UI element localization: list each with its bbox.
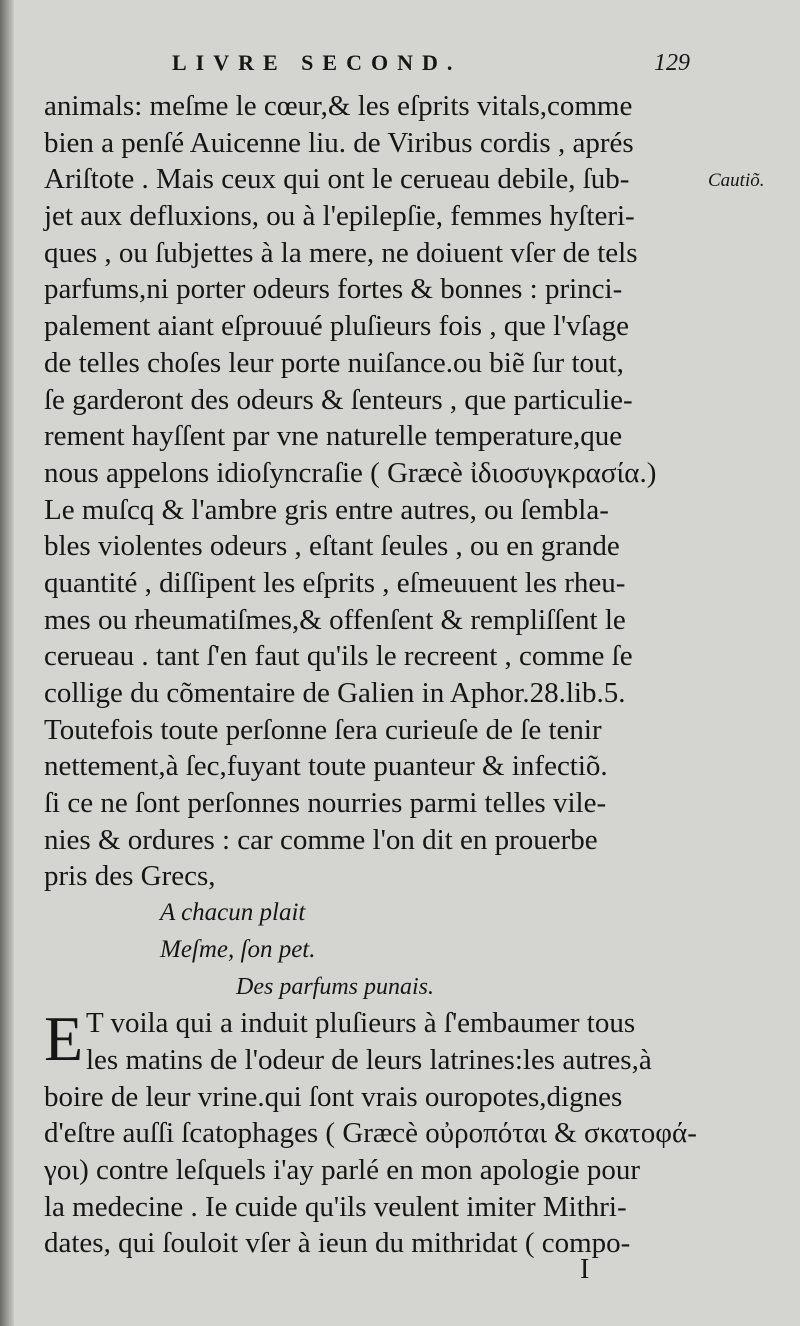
page-gutter-shadow [0, 0, 14, 1326]
text-line: palement aiant eſprouué pluſieurs fois , que l'vſage [44, 310, 630, 343]
text-line: bles violentes odeurs , eſtant ſeules , ou en grande [44, 530, 620, 563]
page-number: 129 [654, 50, 690, 76]
text-line: cerueau . tant ſ'en faut qu'ils le recreent , comme ſe [44, 640, 633, 673]
marginal-note: Cautiõ. [708, 170, 765, 191]
text-line: les matins de l'odeur de leurs latrines:les autres,à [86, 1043, 652, 1076]
text-line: ques , ou ſubjettes à la mere, ne doiuent vſer de tels [44, 236, 638, 269]
text-line: jet aux defluxions, ou à l'epilepſie, femmes hyſteri- [44, 200, 635, 233]
text-line: animals: meſme le cœur,& les eſprits vitals,comme [44, 90, 633, 122]
proverb-verse-line: Meſme, ſon pet. [160, 935, 316, 963]
text-line: de telles choſes leur porte nuiſance.ou biẽ ſur tout, [44, 346, 624, 379]
text-line: boire de leur vrine.qui ſont vrais ouropotes,dignes [44, 1080, 623, 1113]
text-line: nous appelons idioſyncraſie ( Græcè ἰδιοσυγκρασία.) [44, 456, 657, 489]
dropcap-initial: E [44, 1003, 84, 1075]
signature-mark: I [580, 1254, 590, 1285]
text-line: mes ou rheumatiſmes,& offenſent & rempliſſent le [44, 603, 626, 636]
proverb-verse-line: A chacun plait [160, 899, 306, 927]
text-line: nies & ordures : car comme l'on dit en prouerbe [44, 823, 598, 856]
text-line: d'eſtre auſſi ſcatophages ( Græcè οὐροπόται & σκατοφά- [44, 1117, 697, 1150]
text-line: Toutefois toute perſonne ſera curieuſe de ſe tenir [44, 713, 602, 746]
text-line: parfums,ni porter odeurs fortes & bonnes : princi- [44, 273, 623, 306]
text-line: bien a penſé Auicenne liu. de Viribus cordis , aprés [44, 126, 634, 159]
text-line: pris des Grecs, [44, 860, 216, 893]
text-line: la medecine . Ie cuide qu'ils veulent imiter Mithri- [44, 1190, 627, 1223]
body-text [44, 88, 724, 1262]
running-head [0, 50, 800, 86]
text-line: ſi ce ne ſont perſonnes nourries parmi telles vile- [44, 787, 607, 820]
text-line: ſe garderont des odeurs & ſenteurs , que particulie- [44, 383, 633, 416]
running-title: LIVRE SECOND. [172, 50, 462, 75]
text-line: collige du cõmentaire de Galien in Aphor.28.lib.5. [44, 677, 626, 709]
section-subheading: Des parfums punais. [236, 973, 435, 1000]
text-line: nettement,à ſec,fuyant toute puanteur & infectiõ. [44, 750, 608, 783]
text-line: dates, qui ſouloit vſer à ieun du mithridat ( compo- [44, 1227, 631, 1260]
text-line: γοι) contre leſquels i'ay parlé en mon apologie pour [44, 1153, 640, 1186]
text-line: rement hayſſent par vne naturelle temperature,que [44, 420, 623, 453]
text-line: quantité , diſſipent les eſprits , eſmeuuent les rheu- [44, 566, 626, 599]
text-line: Le muſcq & l'ambre gris entre autres, ou ſembla- [44, 493, 609, 526]
text-line: Ariſtote . Mais ceux qui ont le cerueau debile, ſub- [44, 163, 630, 196]
text-line: T voila qui a induit pluſieurs à ſ'embaumer tous [86, 1007, 636, 1040]
